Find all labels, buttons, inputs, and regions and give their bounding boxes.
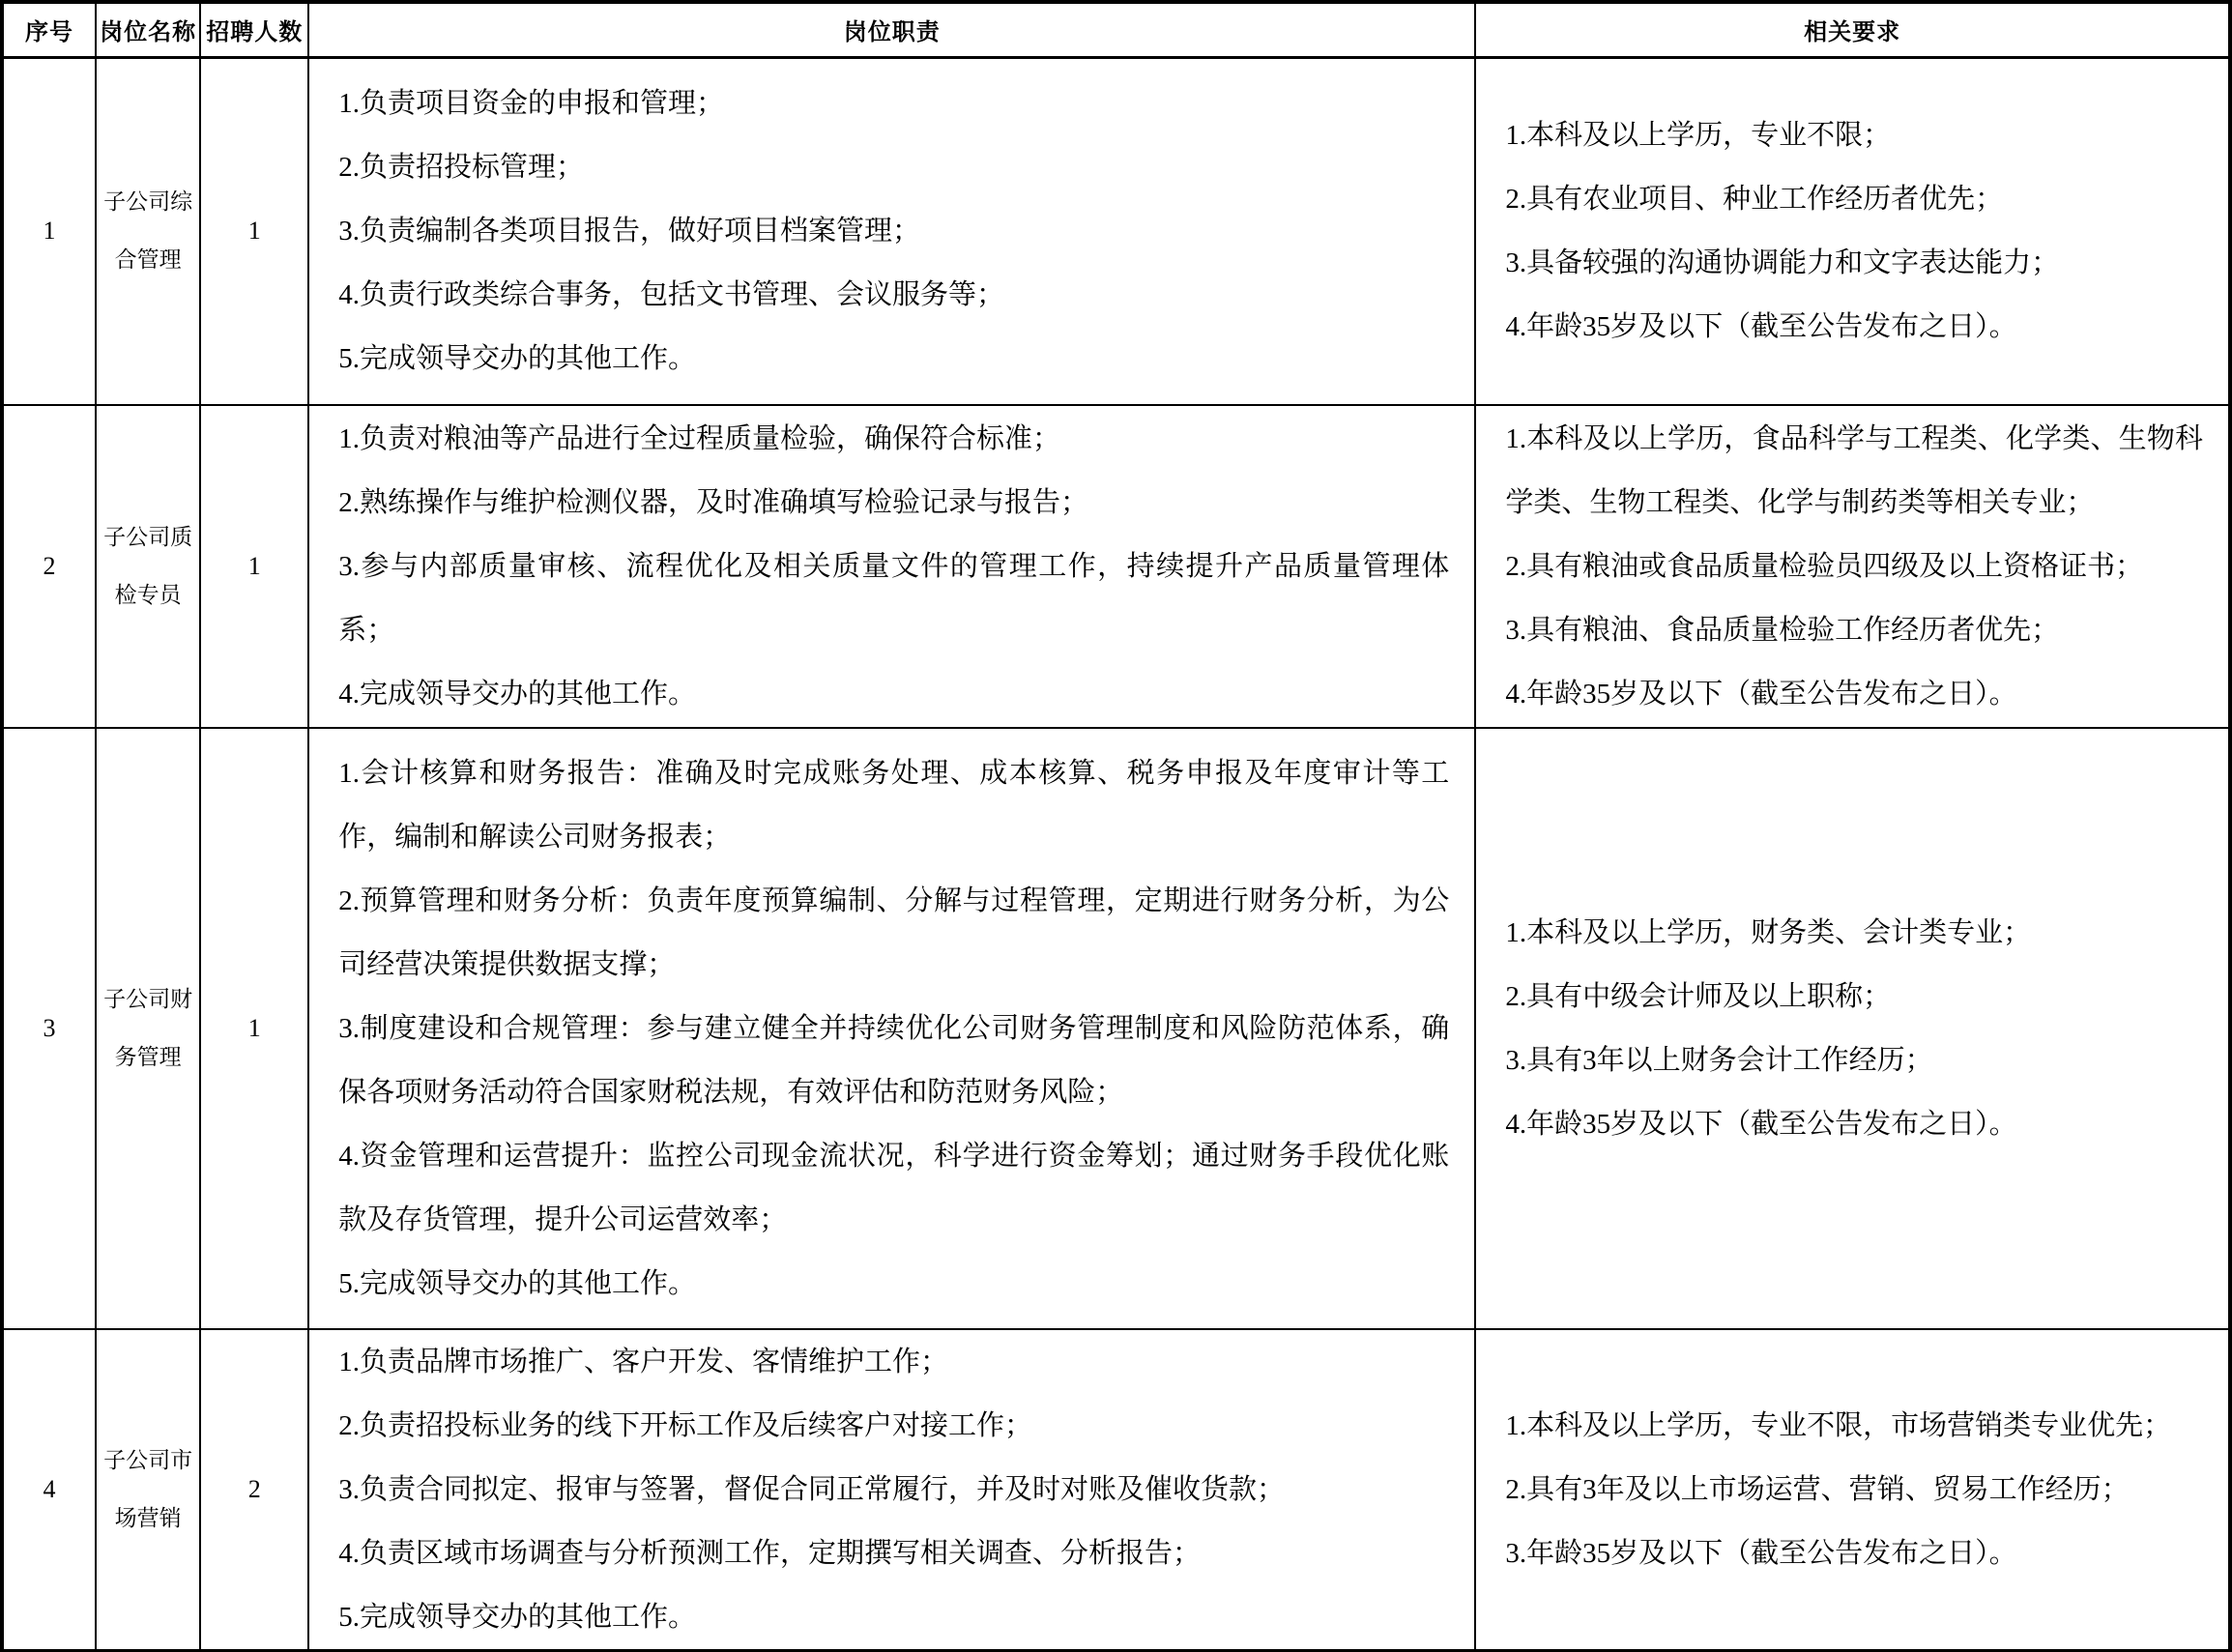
headcount-cell: 1	[200, 405, 308, 728]
requirement-item: 2.具有粮油或食品质量检验员四级及以上资格证书；	[1505, 551, 2144, 582]
duty-item: 4.负责区域市场调查与分析预测工作，定期撰写相关调查、分析报告；	[338, 1538, 1202, 1569]
duty-item: 3.负责编制各类项目报告，做好项目档案管理；	[338, 216, 921, 247]
col-header-requirements: 相关要求	[1475, 2, 2230, 57]
duty-item: 2.熟练操作与维护检测仪器，及时准确填写检验记录与报告；	[338, 487, 1089, 518]
requirement-item: 3.年龄35岁及以下（截至公告发布之日）。	[1505, 1538, 2017, 1569]
duty-item: 1.负责品牌市场推广、客户开发、客情维护工作；	[338, 1347, 949, 1377]
position-name-cell: 子公司质检专员	[96, 405, 200, 728]
requirement-item: 2.具有中级会计师及以上职称；	[1505, 981, 1892, 1012]
requirements-cell	[1475, 405, 2230, 728]
position-name-cell: 子公司综合管理	[96, 57, 200, 405]
duty-item: 3.制度建设和合规管理：参与建立健全并持续优化公司财务管理制度和风险防范体系，确保各项财务活动符合国家财税法规，有效评估和防范财务风险；	[338, 1013, 1450, 1108]
requirement-item: 3.具有3年以上财务会计工作经历；	[1505, 1045, 1933, 1076]
requirement-item: 3.具备较强的沟通协调能力和文字表达能力；	[1505, 247, 2060, 279]
header-row	[2, 2, 2230, 57]
position-name-cell: 子公司市场营销	[96, 1329, 200, 1651]
row-number-cell: 1	[2, 57, 96, 405]
duties-cell	[308, 405, 1475, 728]
duty-item: 3.负责合同拟定、报审与签署，督促合同正常履行，并及时对账及催收货款；	[338, 1474, 1286, 1505]
col-header-headcount: 招聘人数	[200, 2, 308, 57]
requirement-item: 1.本科及以上学历，专业不限；	[1505, 120, 1892, 152]
requirements-cell	[1475, 728, 2230, 1329]
duty-item: 5.完成领导交办的其他工作。	[338, 343, 697, 375]
duty-item: 5.完成领导交办的其他工作。	[338, 1602, 697, 1633]
duty-item: 2.负责招投标管理；	[338, 152, 585, 184]
col-header-index: 序号	[2, 2, 96, 57]
headcount-cell: 2	[200, 1329, 308, 1651]
table-body	[2, 57, 2230, 1651]
duty-item: 2.预算管理和财务分析：负责年度预算编制、分解与过程管理，定期进行财务分析，为公司经营决策提供数据支撑；	[338, 885, 1450, 980]
requirement-item: 2.具有农业项目、种业工作经历者优先；	[1505, 184, 2004, 216]
duties-cell	[308, 728, 1475, 1329]
requirements-cell	[1475, 1329, 2230, 1651]
duties-cell	[308, 57, 1475, 405]
requirement-item: 1.本科及以上学历，财务类、会计类专业；	[1505, 917, 2032, 948]
duty-item: 2.负责招投标业务的线下开标工作及后续客户对接工作；	[338, 1410, 1033, 1441]
duty-item: 4.负责行政类综合事务，包括文书管理、会议服务等；	[338, 279, 1005, 311]
row-number-cell: 3	[2, 728, 96, 1329]
duty-item: 1.负责对粮油等产品进行全过程质量检验，确保符合标准；	[338, 423, 1061, 454]
requirement-item: 4.年龄35岁及以下（截至公告发布之日）。	[1505, 311, 2017, 343]
requirement-item: 4.年龄35岁及以下（截至公告发布之日）。	[1505, 679, 2017, 710]
requirement-item: 2.具有3年及以上市场运营、营销、贸易工作经历；	[1505, 1474, 2130, 1505]
row-number-cell: 4	[2, 1329, 96, 1651]
duty-item: 5.完成领导交办的其他工作。	[338, 1268, 697, 1299]
duties-cell	[308, 1329, 1475, 1651]
col-header-duties: 岗位职责	[308, 2, 1475, 57]
duty-item: 3.参与内部质量审核、流程优化及相关质量文件的管理工作，持续提升产品质量管理体系；	[338, 551, 1450, 646]
col-header-position: 岗位名称	[96, 2, 200, 57]
duty-item: 1.负责项目资金的申报和管理；	[338, 88, 725, 120]
requirement-item: 1.本科及以上学历，食品科学与工程类、化学类、生物科学类、生物工程类、化学与制药类等相关专业；	[1505, 423, 2203, 518]
requirement-item: 1.本科及以上学历，专业不限，市场营销类专业优先；	[1505, 1410, 2172, 1441]
headcount-cell: 1	[200, 728, 308, 1329]
duty-item: 4.完成领导交办的其他工作。	[338, 679, 697, 710]
row-number-cell: 2	[2, 405, 96, 728]
requirement-item: 3.具有粮油、食品质量检验工作经历者优先；	[1505, 615, 2060, 646]
position-name-cell: 子公司财务管理	[96, 728, 200, 1329]
table-row	[2, 57, 2230, 405]
table-row	[2, 1329, 2230, 1651]
duty-item: 1.会计核算和财务报告：准确及时完成账务处理、成本核算、税务申报及年度审计等工作，编制和解读公司财务报表；	[338, 758, 1450, 853]
table-header	[2, 2, 2230, 57]
table-row	[2, 405, 2230, 728]
table-row	[2, 728, 2230, 1329]
duty-item: 4.资金管理和运营提升：监控公司现金流状况，科学进行资金筹划；通过财务手段优化账款及存货管理，提升公司运营效率；	[338, 1141, 1450, 1235]
headcount-cell: 1	[200, 57, 308, 405]
requirements-cell	[1475, 57, 2230, 405]
requirement-item: 4.年龄35岁及以下（截至公告发布之日）。	[1505, 1109, 2017, 1140]
